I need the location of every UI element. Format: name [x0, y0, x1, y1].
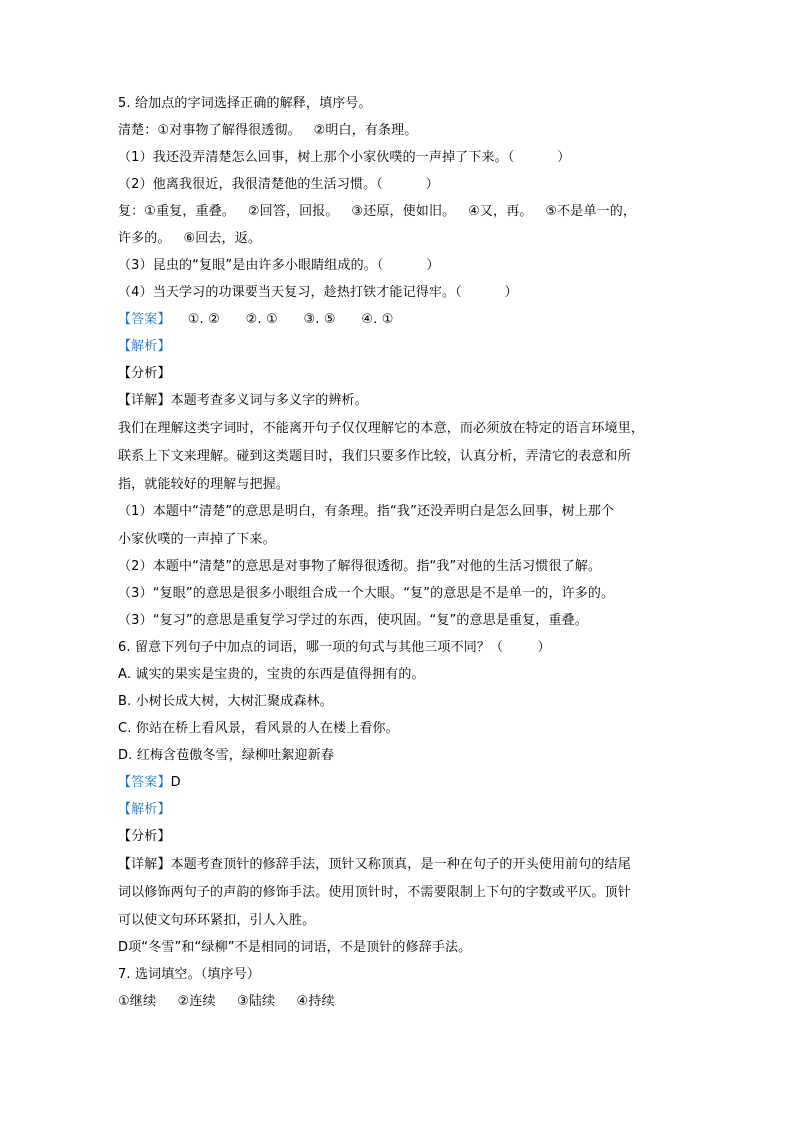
- q6-detail-line1: [118, 857, 631, 873]
- q5-detail-text: 本题考查多义词与多义字的辨析。: [170, 393, 368, 408]
- q6-option-c: C. 你站在桥上看风景，看风景的人在楼上看你。: [118, 721, 399, 736]
- q5-fenxi-tag: 【分析】: [118, 366, 171, 381]
- q6-answer-line: [118, 775, 181, 791]
- q5-stem: 5. 给加点的字词选择正确的解释，填序号。: [118, 96, 372, 111]
- q6-detail-line4: D项“冬雪”和“绿柳”不是相同的词语，不是顶针的修辞手法。: [118, 940, 472, 955]
- q5-paragraph-line3: 指，就能较好的理解与把握。: [118, 477, 289, 492]
- q7-stem: 7. 选词填空。（填序号）: [118, 967, 260, 982]
- q7-options: ①继续 ②连续 ③陆续 ④持续: [118, 994, 335, 1009]
- q5-item-3: （3）昆虫的“复眼”是由许多小眼睛组成的。（ ）: [118, 258, 440, 273]
- q5-answer-text: ①. ② ②. ① ③. ⑤ ④. ①: [170, 312, 394, 327]
- q5-fu-definitions-line1: 复：①重复，重叠。 ②回答，回报。 ③还原，使如旧。 ④又，再。 ⑤不是单一的，: [118, 204, 637, 219]
- q5-explanation-4: （3）“复习”的意思是重复学习学过的东西，使巩固。“复”的意思是重复，重叠。: [118, 613, 588, 628]
- q6-option-a: A. 诚实的果实是宝贵的，宝贵的东西是值得拥有的。: [118, 667, 425, 682]
- q5-answer-line: [118, 312, 394, 328]
- q5-paragraph-line2: 联系上下文来理解。碰到这类题目时，我们只要多作比较，认真分析，弄清它的表意和所: [118, 449, 631, 464]
- q5-analysis-tag: 【解析】: [118, 339, 171, 354]
- q5-item-1: （1）我还没弄清楚怎么回事，树上那个小家伙噗的一声掉了下来。（ ）: [118, 150, 571, 165]
- q6-detail-tag: 【详解】: [118, 857, 171, 872]
- q5-explanation-3: （3）“复眼”的意思是很多小眼组合成一个大眼。“复”的意思是不是单一的，许多的。: [118, 586, 615, 601]
- q6-answer-text: D: [170, 775, 181, 790]
- q5-item-2: （2）他离我很近，我很清楚他的生活习惯。（ ）: [118, 177, 439, 192]
- q6-detail-line2: 词以修饰两句子的声韵的修饰手法。使用顶针时，不需要限制上下句的字数或平仄。顶针: [118, 885, 631, 900]
- q6-analysis-tag: 【解析】: [118, 802, 171, 817]
- q6-detail-line3: 可以使文句环环紧扣，引人入胜。: [118, 913, 316, 928]
- q6-option-b: B. 小树长成大树，大树汇聚成森林。: [118, 694, 333, 709]
- q5-explanation-2: （2）本题中“清楚”的意思是对事物了解得很透彻。指“我”对他的生活习惯很了解。: [118, 559, 602, 574]
- q6-fenxi-tag: 【分析】: [118, 829, 171, 844]
- q6-answer-tag: 【答案】: [118, 775, 171, 790]
- q5-answer-tag: 【答案】: [118, 312, 171, 327]
- q6-detail-text-1: 本题考查顶针的修辞手法，顶针又称顶真，是一种在句子的开头使用前句的结尾: [170, 857, 631, 872]
- q5-paragraph-line1: 我们在理解这类字词时，不能离开句子仅仅理解它的本意，而必须放在特定的语言环境里，: [118, 421, 645, 436]
- q5-fu-definitions-line2: 许多的。 ⑥回去，返。: [118, 231, 262, 246]
- q5-item-4: （4）当天学习的功课要当天复习，趁热打铁才能记得牢。（ ）: [118, 285, 518, 300]
- q5-explanation-1a: （1）本题中“清楚”的意思是明白，有条理。指“我”还没弄明白是怎么回事，树上那个: [118, 504, 615, 519]
- q5-detail-tag: 【详解】: [118, 393, 171, 408]
- q6-option-d: D. 红梅含苞傲冬雪，绿柳吐絮迎新春: [118, 748, 334, 763]
- q6-stem: 6. 留意下列句子中加点的词语，哪一项的句式与其他三项不同？（ ）: [118, 640, 551, 655]
- q5-explanation-1b: 小家伙噗的一声掉了下来。: [118, 532, 276, 547]
- q5-detail-line: [118, 393, 368, 409]
- q5-qingchu-definitions: 清楚：①对事物了解得很透彻。 ②明白，有条理。: [118, 123, 418, 138]
